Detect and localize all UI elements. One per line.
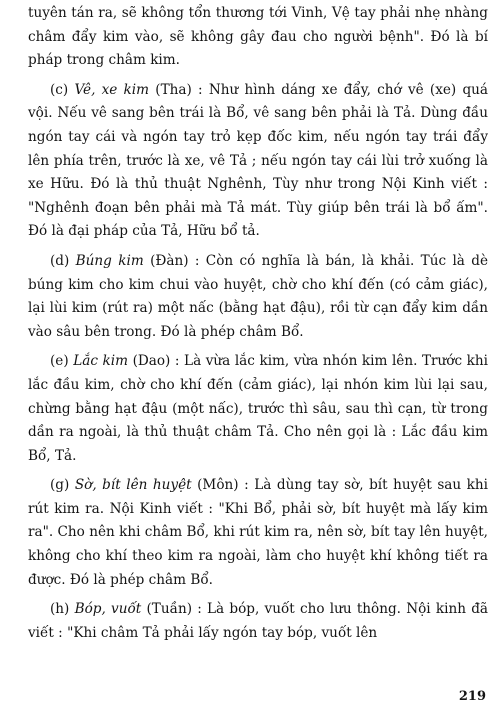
item-term: Lắc kim bbox=[73, 353, 128, 370]
item-label: (c) bbox=[50, 81, 69, 98]
item-label: (e) bbox=[50, 353, 69, 370]
paragraph-text: (Môn) : Là dùng tay sờ, bít huyệt sau khi rút kim ra. Nội Kinh viết : "Khi Bổ, phải sờ, bít huyệt mà lấy kim ra". Cho nên khi châm Bổ, khi rút kim ra, nên sờ, bít tay lên huyệt, không cho khí theo kim ra ngoài, làm cho huyệt khí không tiết ra được. Đó là phép châm Bổ. bbox=[28, 477, 489, 588]
paragraph-text: (Tha) : Như hình dáng xe đẩy, chớ vê (xe) quá vội. Nếu vê sang bên trái là Bổ, vê sang bên phải là Tả. Dùng đầu ngón tay cái và ngón tay trỏ kẹp đốc kim, nếu ngón tay trái đẩy lên phía trên, trước là xe, vê Tả ; nếu ngón tay cái lùi trở xuống là xe Hữu. Đó là thủ thuật Nghênh, Tùy như trong Nội Kinh viết : "Nghênh đoạn bên phải mà Tả mát. Tùy giúp bên trái là bổ ấm". Đó là đại pháp của Tả, Hữu bổ tả. bbox=[28, 81, 489, 240]
paragraph-text: (Tuần) : Là bóp, vuốt cho lưu thông. Nội kinh đã viết : "Khi châm Tả phải lấy ngón tay bóp, vuốt lên bbox=[28, 601, 488, 641]
paragraph-d bbox=[28, 250, 488, 344]
item-term: Bóp, vuốt bbox=[74, 601, 142, 618]
item-term: Sờ, bít lên huyệt bbox=[74, 477, 192, 494]
paragraph-g bbox=[28, 474, 488, 592]
item-label: (d) bbox=[50, 252, 70, 269]
page-number: 219 bbox=[458, 689, 486, 705]
paragraph-text: (Đàn) : Còn có nghĩa là bán, là khải. Túc là dè búng kim cho kim chui vào huyệt, chờ cho khí đến (có cảm giác), lại lùi kim (rút ra) một nấc (bằng hạt đậu), rồi từ cạn đẩy kim dần vào sâu bên trong. Đó là phép châm Bổ. bbox=[28, 252, 488, 340]
item-label: (g) bbox=[50, 477, 70, 494]
paragraph-e bbox=[28, 350, 488, 468]
item-term: Vê, xe kim bbox=[74, 81, 150, 98]
paragraph-h bbox=[28, 598, 488, 645]
paragraph-c bbox=[28, 79, 488, 244]
item-term: Búng kim bbox=[75, 252, 144, 269]
paragraph-text: tuyên tán ra, sẽ không tổn thương tới Vinh, Vệ tay phải nhẹ nhàng châm đẩy kim vào, sẽ không gây đau cho người bệnh". Đó là bí pháp trong châm kim. bbox=[28, 5, 488, 69]
paragraph-text: (Dao) : Là vừa lắc kim, vừa nhón kim lên. Trước khi lắc đầu kim, chờ cho khí đến (cảm giác), lại nhón kim lùi lại sau, chừng bằng hạt đậu (một nấc), trước thì sâu, sau thì cạn, từ trong dần ra ngoài, là thủ thuật châm Tả. Cho nên gọi là : Lắc đầu kim Bổ, Tả. bbox=[28, 353, 488, 464]
paragraph-intro bbox=[28, 2, 488, 73]
item-label: (h) bbox=[50, 601, 70, 618]
